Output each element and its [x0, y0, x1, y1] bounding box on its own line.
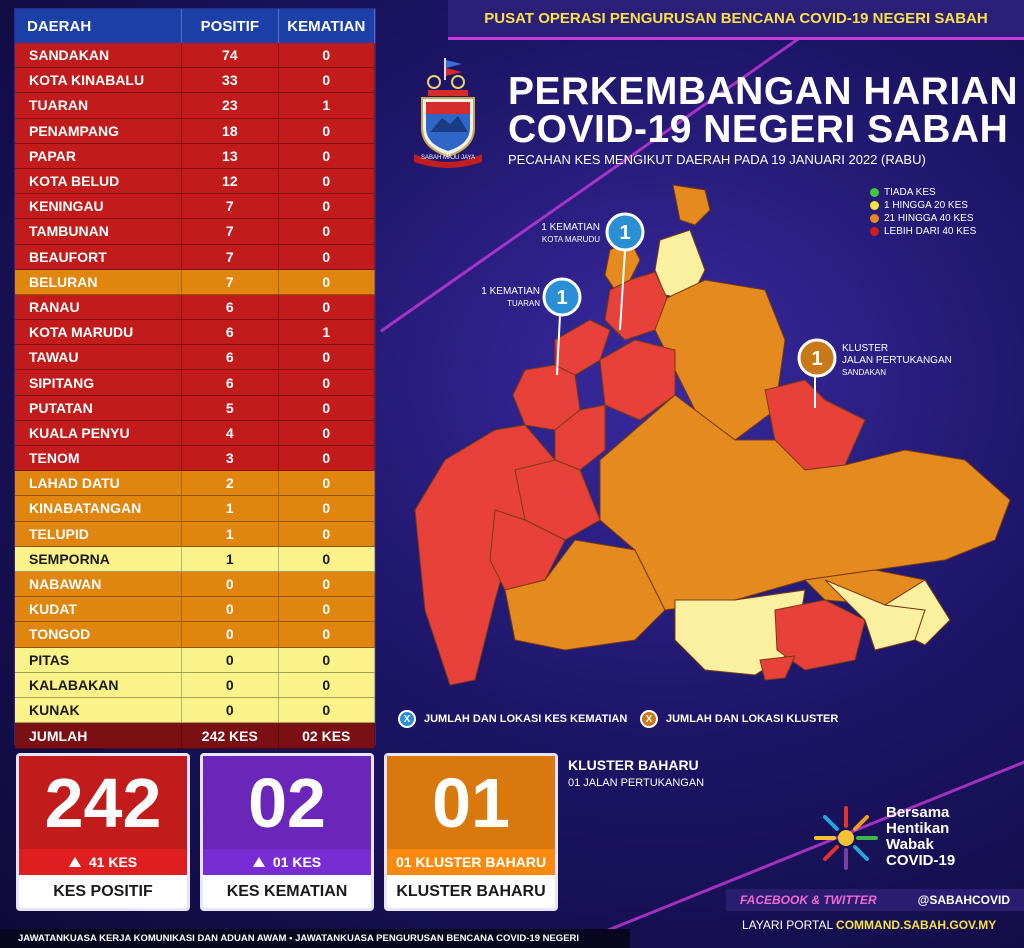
table-body: [15, 43, 375, 723]
cell-positif: 0: [182, 673, 278, 697]
pin-label-tuaran: 1 KEMATIAN TUARAN: [481, 286, 540, 308]
page-title-line2: COVID-19 NEGERI SABAH: [508, 108, 1009, 151]
cell-kematian: 0: [279, 345, 375, 369]
cell-daerah: PENAMPANG: [15, 119, 182, 143]
campaign-text: Bersama Hentikan Wabak COVID-19: [886, 804, 956, 869]
cell-kematian: 0: [279, 295, 375, 319]
cell-positif: 23: [182, 93, 278, 117]
social-handle[interactable]: @SABAHCOVID: [917, 893, 1010, 907]
stat-number: 01: [387, 756, 555, 849]
pin-label-kota-marudu: 1 KEMATIAN KOTA MARUDU: [541, 222, 600, 244]
death-marker-icon: X: [398, 710, 416, 728]
table-total-row: [15, 723, 375, 749]
cell-daerah: PUTATAN: [15, 396, 182, 420]
cell-daerah: KOTA BELUD: [15, 169, 182, 193]
cell-daerah: BELURAN: [15, 270, 182, 294]
cell-kematian: 0: [279, 471, 375, 495]
cell-kematian: 0: [279, 698, 375, 722]
pin-count: 1: [556, 287, 568, 309]
footer: JAWATANKUASA KERJA KOMUNIKASI DAN ADUAN AWAM • JAWATANKUASA PENGURUSAN BENCANA COVID-19 NEGERI: [0, 929, 630, 948]
table-row: [15, 496, 375, 521]
cell-positif: 74: [182, 43, 278, 67]
cell-positif: 7: [182, 245, 278, 269]
top-banner: PUSAT OPERASI PENGURUSAN BENCANA COVID-19 NEGERI SABAH: [448, 0, 1024, 40]
table-row: [15, 320, 375, 345]
cell-positif: 6: [182, 345, 278, 369]
portal-link[interactable]: COMMAND.SABAH.GOV.MY: [836, 918, 997, 932]
header-daerah: DAERAH: [15, 9, 182, 43]
table-row: [15, 295, 375, 320]
cell-kematian: 0: [279, 68, 375, 92]
page-subtitle: PECAHAN KES MENGIKUT DAERAH PADA 19 JANUARI 2022 (RABU): [508, 152, 926, 167]
cell-daerah: TAMBUNAN: [15, 219, 182, 243]
cell-kematian: 0: [279, 673, 375, 697]
cell-positif: 6: [182, 320, 278, 344]
cell-positif: 0: [182, 597, 278, 621]
legend-item: TIADA KES: [870, 186, 976, 199]
cell-daerah: NABAWAN: [15, 572, 182, 596]
table-row: [15, 219, 375, 244]
sabah-crest-icon: [412, 58, 484, 168]
page-title-line1: PERKEMBANGAN HARIAN: [508, 70, 1019, 113]
map-legend-cluster: X JUMLAH DAN LOKASI KLUSTER: [640, 710, 838, 728]
table-row: [15, 93, 375, 118]
cell-daerah: SIPITANG: [15, 370, 182, 394]
stat-box-positive: [16, 753, 190, 911]
table-row: [15, 119, 375, 144]
table-row: [15, 698, 375, 723]
cell-daerah: TUARAN: [15, 93, 182, 117]
total-kematian: 02 KES: [279, 723, 375, 748]
cell-positif: 2: [182, 471, 278, 495]
stat-number: 02: [203, 756, 371, 849]
cell-kematian: 0: [279, 219, 375, 243]
cell-daerah: KOTA KINABALU: [15, 68, 182, 92]
cell-daerah: KOTA MARUDU: [15, 320, 182, 344]
cell-kematian: 0: [279, 270, 375, 294]
table-row: [15, 648, 375, 673]
stat-box-cluster: [384, 753, 558, 911]
table-row: [15, 421, 375, 446]
cell-kematian: 0: [279, 522, 375, 546]
cell-positif: 6: [182, 370, 278, 394]
legend-item: LEBIH DARI 40 KES: [870, 225, 976, 238]
table-row: [15, 396, 375, 421]
cell-positif: 1: [182, 496, 278, 520]
cell-daerah: TENOM: [15, 446, 182, 470]
crest-motto: SABAH MAJU JAYA: [420, 155, 476, 161]
cell-kematian: 0: [279, 396, 375, 420]
cell-positif: 7: [182, 194, 278, 218]
total-label: JUMLAH: [15, 723, 182, 748]
table-row: [15, 345, 375, 370]
cell-daerah: KUDAT: [15, 597, 182, 621]
cell-positif: 0: [182, 572, 278, 596]
cluster-marker-icon: X: [640, 710, 658, 728]
cell-daerah: KUALA PENYU: [15, 421, 182, 445]
cell-positif: 5: [182, 396, 278, 420]
cell-kematian: 0: [279, 119, 375, 143]
cell-positif: 1: [182, 522, 278, 546]
header-kematian: KEMATIAN: [279, 9, 375, 43]
table-row: [15, 547, 375, 572]
cell-positif: 7: [182, 219, 278, 243]
cell-daerah: KUNAK: [15, 698, 182, 722]
cell-positif: 0: [182, 648, 278, 672]
pin-count: 1: [619, 222, 631, 244]
cell-daerah: KALABAKAN: [15, 673, 182, 697]
cell-daerah: TELUPID: [15, 522, 182, 546]
stat-delta: 41 KES: [19, 849, 187, 875]
cell-daerah: SANDAKAN: [15, 43, 182, 67]
table-row: [15, 572, 375, 597]
cell-kematian: 0: [279, 421, 375, 445]
cell-positif: 1: [182, 547, 278, 571]
new-cluster-title: KLUSTER BAHARU: [568, 757, 699, 773]
cell-kematian: 0: [279, 43, 375, 67]
cell-positif: 0: [182, 622, 278, 646]
social-bar: [726, 889, 1024, 911]
cell-positif: 12: [182, 169, 278, 193]
cell-kematian: 0: [279, 597, 375, 621]
cell-daerah: BEAUFORT: [15, 245, 182, 269]
table-row: [15, 597, 375, 622]
stat-delta: 01 KLUSTER BAHARU: [387, 849, 555, 875]
cell-positif: 33: [182, 68, 278, 92]
table-row: [15, 68, 375, 93]
cell-kematian: 0: [279, 547, 375, 571]
stat-box-deaths: [200, 753, 374, 911]
table-row: [15, 144, 375, 169]
cell-kematian: 0: [279, 496, 375, 520]
cell-kematian: 0: [279, 622, 375, 646]
cell-positif: 13: [182, 144, 278, 168]
cell-positif: 0: [182, 698, 278, 722]
pin-label-sandakan: KLUSTER JALAN PERTUKANGAN SANDAKAN: [842, 343, 952, 377]
cell-positif: 6: [182, 295, 278, 319]
up-arrow-icon: [69, 857, 81, 867]
cell-kematian: 0: [279, 194, 375, 218]
district-table: [14, 8, 376, 745]
stat-delta: 01 KES: [203, 849, 371, 875]
cell-kematian: 0: [279, 446, 375, 470]
table-header: [15, 9, 375, 43]
cell-positif: 18: [182, 119, 278, 143]
pin-count: 1: [811, 348, 823, 370]
legend-item: 1 HINGGA 20 KES: [870, 199, 976, 212]
cell-positif: 3: [182, 446, 278, 470]
cell-kematian: 0: [279, 572, 375, 596]
table-row: [15, 43, 375, 68]
cell-kematian: 0: [279, 648, 375, 672]
cell-positif: 4: [182, 421, 278, 445]
cell-daerah: KINABATANGAN: [15, 496, 182, 520]
map-legend-deaths: X JUMLAH DAN LOKASI KES KEMATIAN: [398, 710, 627, 728]
cell-kematian: 0: [279, 245, 375, 269]
portal-line: LAYARI PORTAL COMMAND.SABAH.GOV.MY: [742, 918, 997, 932]
table-row: [15, 522, 375, 547]
table-row: [15, 446, 375, 471]
table-row: [15, 245, 375, 270]
cell-daerah: RANAU: [15, 295, 182, 319]
table-row: [15, 169, 375, 194]
table-row: [15, 370, 375, 395]
cell-kematian: 0: [279, 144, 375, 168]
cell-positif: 7: [182, 270, 278, 294]
total-positif: 242 KES: [182, 723, 278, 748]
stat-label: KES KEMATIAN: [203, 875, 371, 908]
stat-label: KLUSTER BAHARU: [387, 875, 555, 908]
table-row: [15, 194, 375, 219]
stat-label: KES POSITIF: [19, 875, 187, 908]
cell-daerah: SEMPORNA: [15, 547, 182, 571]
table-row: [15, 622, 375, 647]
new-cluster-item: 01 JALAN PERTUKANGAN: [568, 777, 705, 789]
sabah-district-map: [405, 180, 1015, 700]
cell-kematian: 1: [279, 320, 375, 344]
cell-kematian: 0: [279, 370, 375, 394]
stat-number: 242: [19, 756, 187, 849]
cell-kematian: 0: [279, 169, 375, 193]
up-arrow-icon: [253, 857, 265, 867]
cell-daerah: TAWAU: [15, 345, 182, 369]
cell-daerah: KENINGAU: [15, 194, 182, 218]
cell-kematian: 1: [279, 93, 375, 117]
cell-daerah: TONGOD: [15, 622, 182, 646]
table-row: [15, 673, 375, 698]
table-row: [15, 471, 375, 496]
legend-item: 21 HINGGA 40 KES: [870, 212, 976, 225]
table-row: [15, 270, 375, 295]
cell-daerah: LAHAD DATU: [15, 471, 182, 495]
header-positif: POSITIF: [182, 9, 278, 43]
cell-daerah: PITAS: [15, 648, 182, 672]
social-label: FACEBOOK & TWITTER: [740, 893, 877, 907]
cell-daerah: PAPAR: [15, 144, 182, 168]
